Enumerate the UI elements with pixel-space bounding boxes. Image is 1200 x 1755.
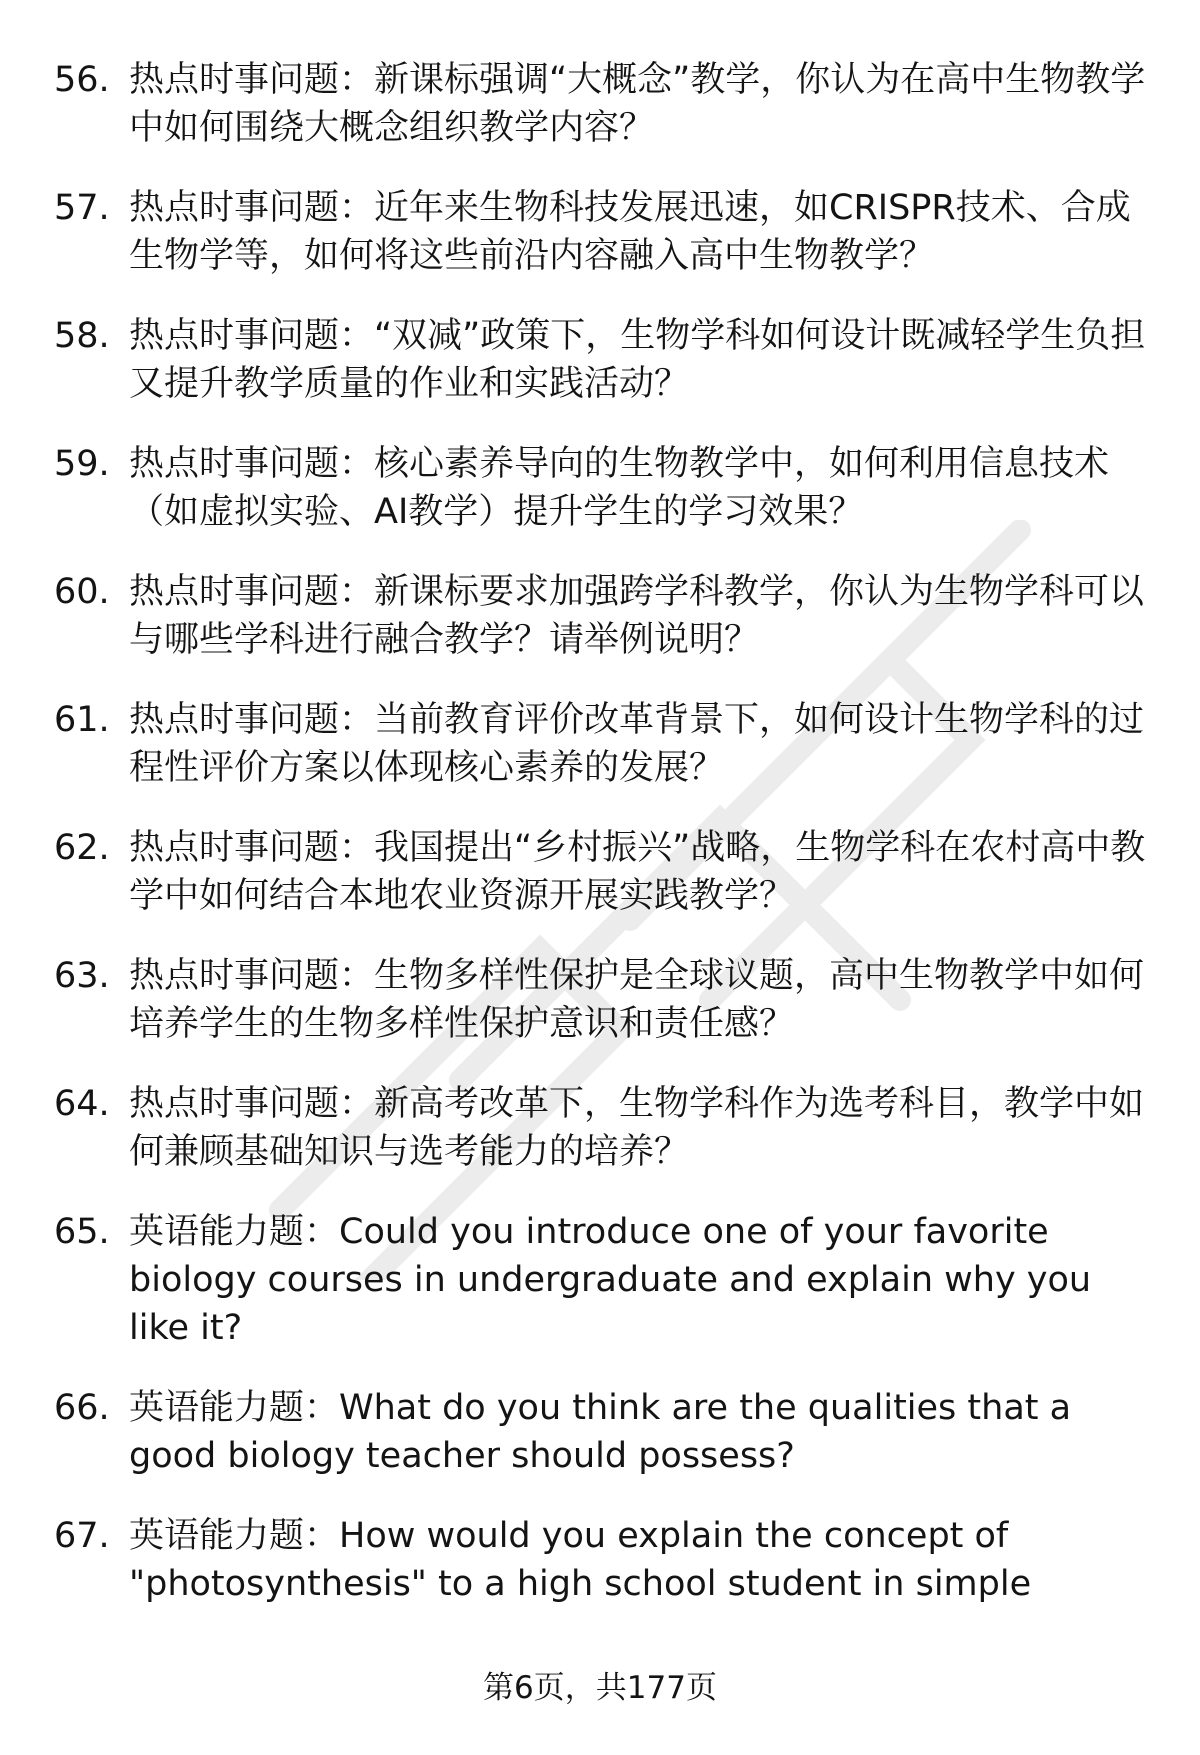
question-number: 67. (54, 1516, 110, 1556)
question-item (0, 952, 1200, 1048)
question-item (0, 568, 1200, 664)
question-text: 热点时事问题：新课标强调“大概念”教学，你认为在高中生物教学中如何围绕大概念组织教学内容？ (129, 60, 1146, 148)
question-number: 56. (54, 60, 110, 100)
question-item (0, 1080, 1200, 1176)
question-text: 热点时事问题：新高考改革下，生物学科作为选考科目，教学中如何兼顾基础知识与选考能力的培养？ (129, 1084, 1145, 1172)
question-item (0, 184, 1200, 280)
page-footer: 第6页，共177页 (483, 1670, 717, 1706)
question-text: 英语能力题：What do you think are the qualities that a good biology teacher should possess? (129, 1388, 1072, 1476)
question-text: 英语能力题：How would you explain the concept of "photosynthesis" to a high school student in simple (129, 1516, 1032, 1604)
question-item (0, 312, 1200, 408)
question-number: 62. (54, 828, 110, 868)
question-item (0, 1384, 1200, 1480)
question-number: 60. (54, 572, 110, 612)
question-text: 热点时事问题：“双减”政策下，生物学科如何设计既减轻学生负担又提升教学质量的作业和实践活动？ (129, 316, 1146, 404)
question-number: 64. (54, 1084, 110, 1124)
question-text: 热点时事问题：新课标要求加强跨学科教学，你认为生物学科可以与哪些学科进行融合教学？请举例说明？ (129, 572, 1145, 660)
question-item (0, 696, 1200, 792)
question-text: 热点时事问题：生物多样性保护是全球议题，高中生物教学中如何培养学生的生物多样性保护意识和责任感？ (129, 956, 1145, 1044)
question-text: 英语能力题：Could you introduce one of your favorite biology courses in undergraduate and explain why you like it? (129, 1212, 1092, 1348)
question-number: 66. (54, 1388, 110, 1428)
question-text: 热点时事问题：核心素养导向的生物教学中，如何利用信息技术（如虚拟实验、AI教学）提升学生的学习效果？ (129, 444, 1110, 532)
question-number: 65. (54, 1212, 110, 1252)
question-number: 61. (54, 700, 110, 740)
question-item (0, 824, 1200, 920)
question-number: 63. (54, 956, 110, 996)
question-number: 58. (54, 316, 110, 356)
question-item (0, 56, 1200, 152)
question-item (0, 1512, 1200, 1608)
question-number: 57. (54, 188, 110, 228)
question-number: 59. (54, 444, 110, 484)
question-item (0, 1208, 1200, 1352)
question-item (0, 440, 1200, 536)
question-list (0, 56, 1200, 1640)
question-text: 热点时事问题：近年来生物科技发展迅速，如CRISPR技术、合成生物学等，如何将这些前沿内容融入高中生物教学？ (129, 188, 1131, 276)
question-text: 热点时事问题：当前教育评价改革背景下，如何设计生物学科的过程性评价方案以体现核心素养的发展？ (129, 700, 1145, 788)
question-text: 热点时事问题：我国提出“乡村振兴”战略，生物学科在农村高中教学中如何结合本地农业资源开展实践教学？ (129, 828, 1146, 916)
